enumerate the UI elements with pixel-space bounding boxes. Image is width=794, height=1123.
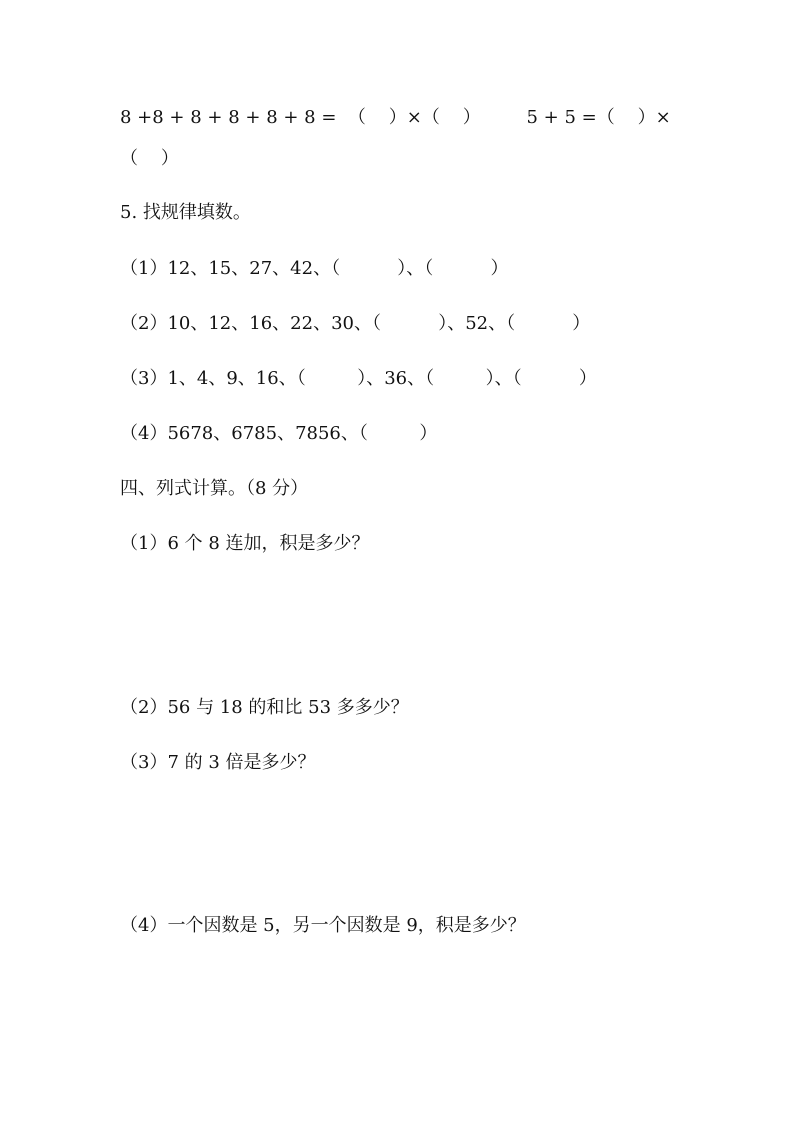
calc-question-4: （4）一个因数是 5，另一个因数是 9，积是多少？ [120, 915, 526, 936]
calc-question-1: （1）6 个 8 连加，积是多少？ [120, 533, 370, 554]
calc-question-2: （2）56 与 18 的和比 53 多多少？ [120, 697, 409, 718]
pattern-item-1: （1）12、15、27、42、（ ）、（ ） [120, 258, 509, 279]
multiplication-fill-line-1: 8 +8 + 8 + 8 + 8 + 8 = （ ）×（ ） 5 + 5 =（ ）× [120, 107, 671, 128]
pattern-item-2: （2）10、12、16、22、30、（ ）、52、（ ） [120, 313, 591, 334]
section-5-title: 5. 找规律填数。 [120, 202, 251, 223]
multiplication-fill-line-2: （ ） [120, 148, 179, 169]
calc-question-3: （3）7 的 3 倍是多少？ [120, 752, 316, 773]
pattern-item-3: （3）1、4、9、16、（ ）、36、（ ）、（ ） [120, 368, 597, 389]
pattern-item-4: （4）5678、6785、7856、（ ） [120, 423, 438, 444]
section-4-title: 四、列式计算。（8 分） [120, 478, 309, 499]
